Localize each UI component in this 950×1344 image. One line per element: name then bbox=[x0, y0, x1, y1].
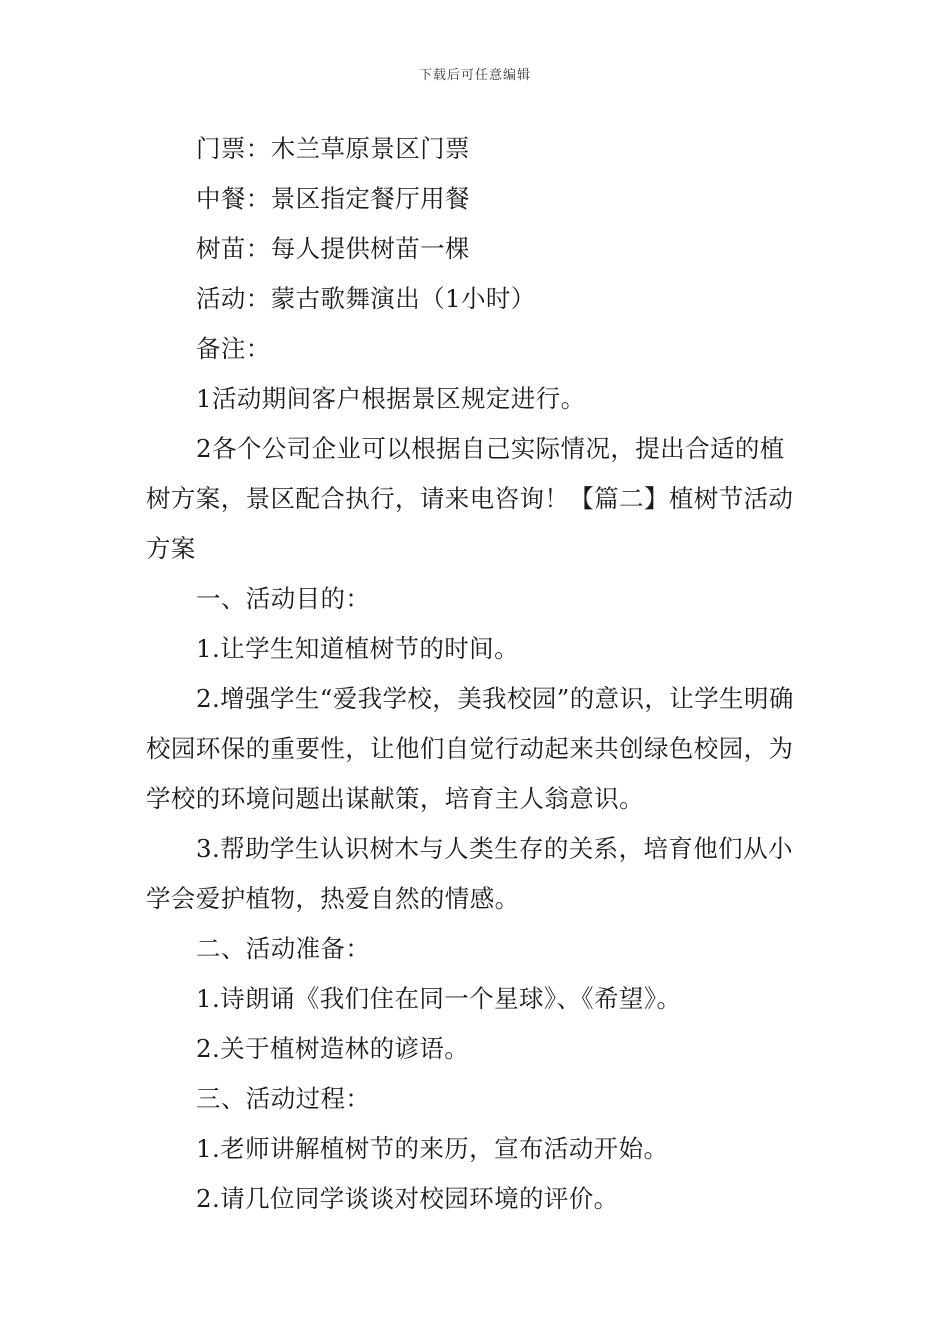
section-heading-purpose: 一、活动目的： bbox=[196, 584, 371, 613]
paragraph-process-1: 1.老师讲解植树节的来历，宣布活动开始。 bbox=[196, 1134, 669, 1163]
paragraph-activity: 活动：蒙古歌舞演出（1小时） bbox=[196, 284, 536, 313]
paragraph-purpose-1: 1.让学生知道植树节的时间。 bbox=[196, 634, 519, 663]
document-body bbox=[146, 124, 808, 1224]
paragraph-note-2: 2各个公司企业可以根据自己实际情况，提出合适的植树方案，景区配合执行，请来电咨询！【篇二】植树节活动方案 bbox=[146, 434, 794, 563]
paragraph-preparation-2: 2.关于植树造林的谚语。 bbox=[196, 1034, 470, 1063]
paragraph-preparation-1: 1.诗朗诵《我们住在同一个星球》、《希望》。 bbox=[196, 984, 682, 1013]
paragraph-lunch: 中餐：景区指定餐厅用餐 bbox=[196, 184, 470, 213]
paragraph-purpose-2: 2.增强学生“爱我学校，美我校园”的意识，让学生明确校园环保的重要性，让他们自觉行动起来共创绿色校园，为学校的环境问题出谋献策，培育主人翁意识。 bbox=[146, 684, 794, 813]
paragraph-process-2: 2.请几位同学谈谈对校园环境的评价。 bbox=[196, 1184, 619, 1213]
section-heading-preparation: 二、活动准备： bbox=[196, 934, 371, 963]
paragraph-purpose-3: 3.帮助学生认识树木与人类生存的关系，培育他们从小学会爱护植物，热爱自然的情感。 bbox=[146, 834, 793, 913]
paragraph-note-1: 1活动期间客户根据景区规定进行。 bbox=[196, 384, 586, 413]
paragraph-sapling: 树苗：每人提供树苗一棵 bbox=[196, 234, 470, 263]
page-header: 下载后可任意编辑 bbox=[418, 68, 531, 83]
paragraph-notes-heading: 备注： bbox=[196, 334, 271, 363]
section-heading-process: 三、活动过程： bbox=[196, 1084, 371, 1113]
paragraph-ticket: 门票：木兰草原景区门票 bbox=[196, 134, 470, 163]
